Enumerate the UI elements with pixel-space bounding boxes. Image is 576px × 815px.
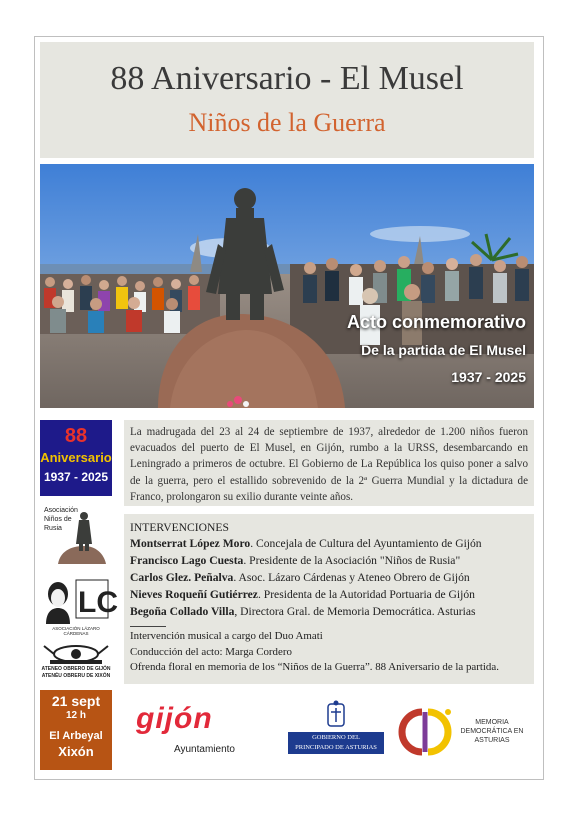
- speaker-role: , Directora Gral. de Memoria Democrática. Asturias: [234, 605, 476, 618]
- logo-ninos-de-rusia: [40, 504, 112, 566]
- ateneo-line2: ATENÉU OBRERU DE XIXÓN: [41, 673, 111, 679]
- event-place-2: Xixón: [58, 744, 94, 759]
- speaker-row: [130, 586, 528, 603]
- event-place-1: El Arbeyal: [49, 730, 103, 742]
- interventions-heading: INTERVENCIONES: [130, 521, 229, 534]
- memoria-text: MEMORIA DEMOCRÁTICA EN ASTURIAS: [460, 719, 524, 744]
- anniversary-badge: [40, 420, 112, 496]
- speaker-role: . Presidenta de la Autoridad Portuaria de Gijón: [257, 588, 475, 601]
- speaker-row: [130, 535, 528, 552]
- gijon-wordmark: gijón: [136, 702, 213, 735]
- asturias-coat-of-arms-icon: [286, 700, 386, 732]
- photo-overlay-subtitle: De la partida de El Musel: [361, 342, 526, 358]
- page-title: 88 Aniversario - El Musel: [110, 60, 464, 97]
- principado-line2: PRINCIPADO DE ASTURIAS: [295, 744, 377, 751]
- speaker-row: [130, 552, 528, 569]
- divider: [130, 626, 166, 627]
- photo-overlay-title: Acto conmemorativo: [346, 312, 526, 332]
- event-photo: [40, 164, 534, 408]
- speaker-name: Begoña Collado Villa: [130, 605, 235, 618]
- event-day: 21 sept: [51, 693, 101, 709]
- page-subtitle: Niños de la Guerra: [188, 108, 386, 137]
- speaker-row: [130, 569, 528, 586]
- lc-caption: ASOCIACIÓN LÁZARO CÁRDENAS: [52, 626, 100, 636]
- title-box: [40, 42, 534, 158]
- speaker-role: . Presidente de la Asociación "Niños de Rusia": [243, 554, 461, 567]
- ateneo-line1: ATENEO OBRERO DE GIJÓN: [41, 666, 111, 672]
- speaker-role: . Concejala de Cultura del Ayuntamiento de Gijón: [250, 537, 482, 550]
- badge-years: 1937 - 2025: [43, 470, 109, 484]
- interventions-box: [124, 514, 534, 684]
- gijon-caption: Ayuntamiento: [174, 744, 235, 755]
- logo-rusia-label: Asociación Niños de Rusia: [44, 507, 78, 532]
- speaker-name: Nieves Roqueñí Gutiérrez: [130, 588, 258, 601]
- note-host: Conducción del acto: Marga Cordero: [130, 645, 292, 658]
- event-date-box: [40, 690, 112, 770]
- note-offering: Ofrenda floral en memoria de los “Niños de la Guerra”. 88 Aniversario de la partida.: [130, 661, 499, 673]
- statue-logo-icon: [40, 504, 112, 566]
- principado-label-box: [288, 732, 384, 754]
- speaker-name: Carlos Glez. Peñalva: [130, 571, 234, 584]
- note-music: Intervención musical a cargo del Duo Amati: [130, 630, 323, 642]
- event-hour: 12 h: [65, 710, 86, 721]
- logo-lazaro-cardenas: [40, 574, 118, 636]
- logo-gijon: [134, 702, 244, 762]
- logo-memoria-democratica: [396, 704, 536, 760]
- speaker-row: [130, 603, 528, 620]
- photo-overlay-years: 1937 - 2025: [451, 369, 526, 385]
- lazaro-cardenas-portrait-icon: [40, 574, 118, 624]
- speaker-name: Montserrat López Moro: [130, 537, 251, 550]
- speaker-role: . Asoc. Lázaro Cárdenas y Ateneo Obrero de Gijón: [233, 571, 470, 584]
- badge-label: Aniversario: [40, 450, 112, 465]
- logo-principado-asturias: [286, 700, 386, 760]
- history-paragraph: La madrugada del 23 al 24 de septiembre de 1937, alrededor de 1.200 niños fueron evacuados del puerto de El Musel, en Gijón, rumbo a la URSS, desembarcando en Leningrado a primeros de octubre. El Gobierno de La República los quiso poner a salvo de la guerra, pero el estallido sobrevenido de la 2ª Guerra Mundial y la dictadura de Franco, prolongaron su exilio durante veinte años.: [124, 420, 534, 506]
- badge-number: 88: [64, 425, 88, 447]
- ateneo-emblem-icon: [40, 640, 112, 666]
- lc-letters: LC: [78, 586, 118, 619]
- logo-ateneo-obrero: [40, 640, 112, 684]
- speaker-name: Francisco Lago Cuesta: [130, 554, 244, 567]
- principado-line1: GOBIERNO DEL: [312, 734, 360, 741]
- memoria-democratica-mark-icon: [396, 704, 456, 760]
